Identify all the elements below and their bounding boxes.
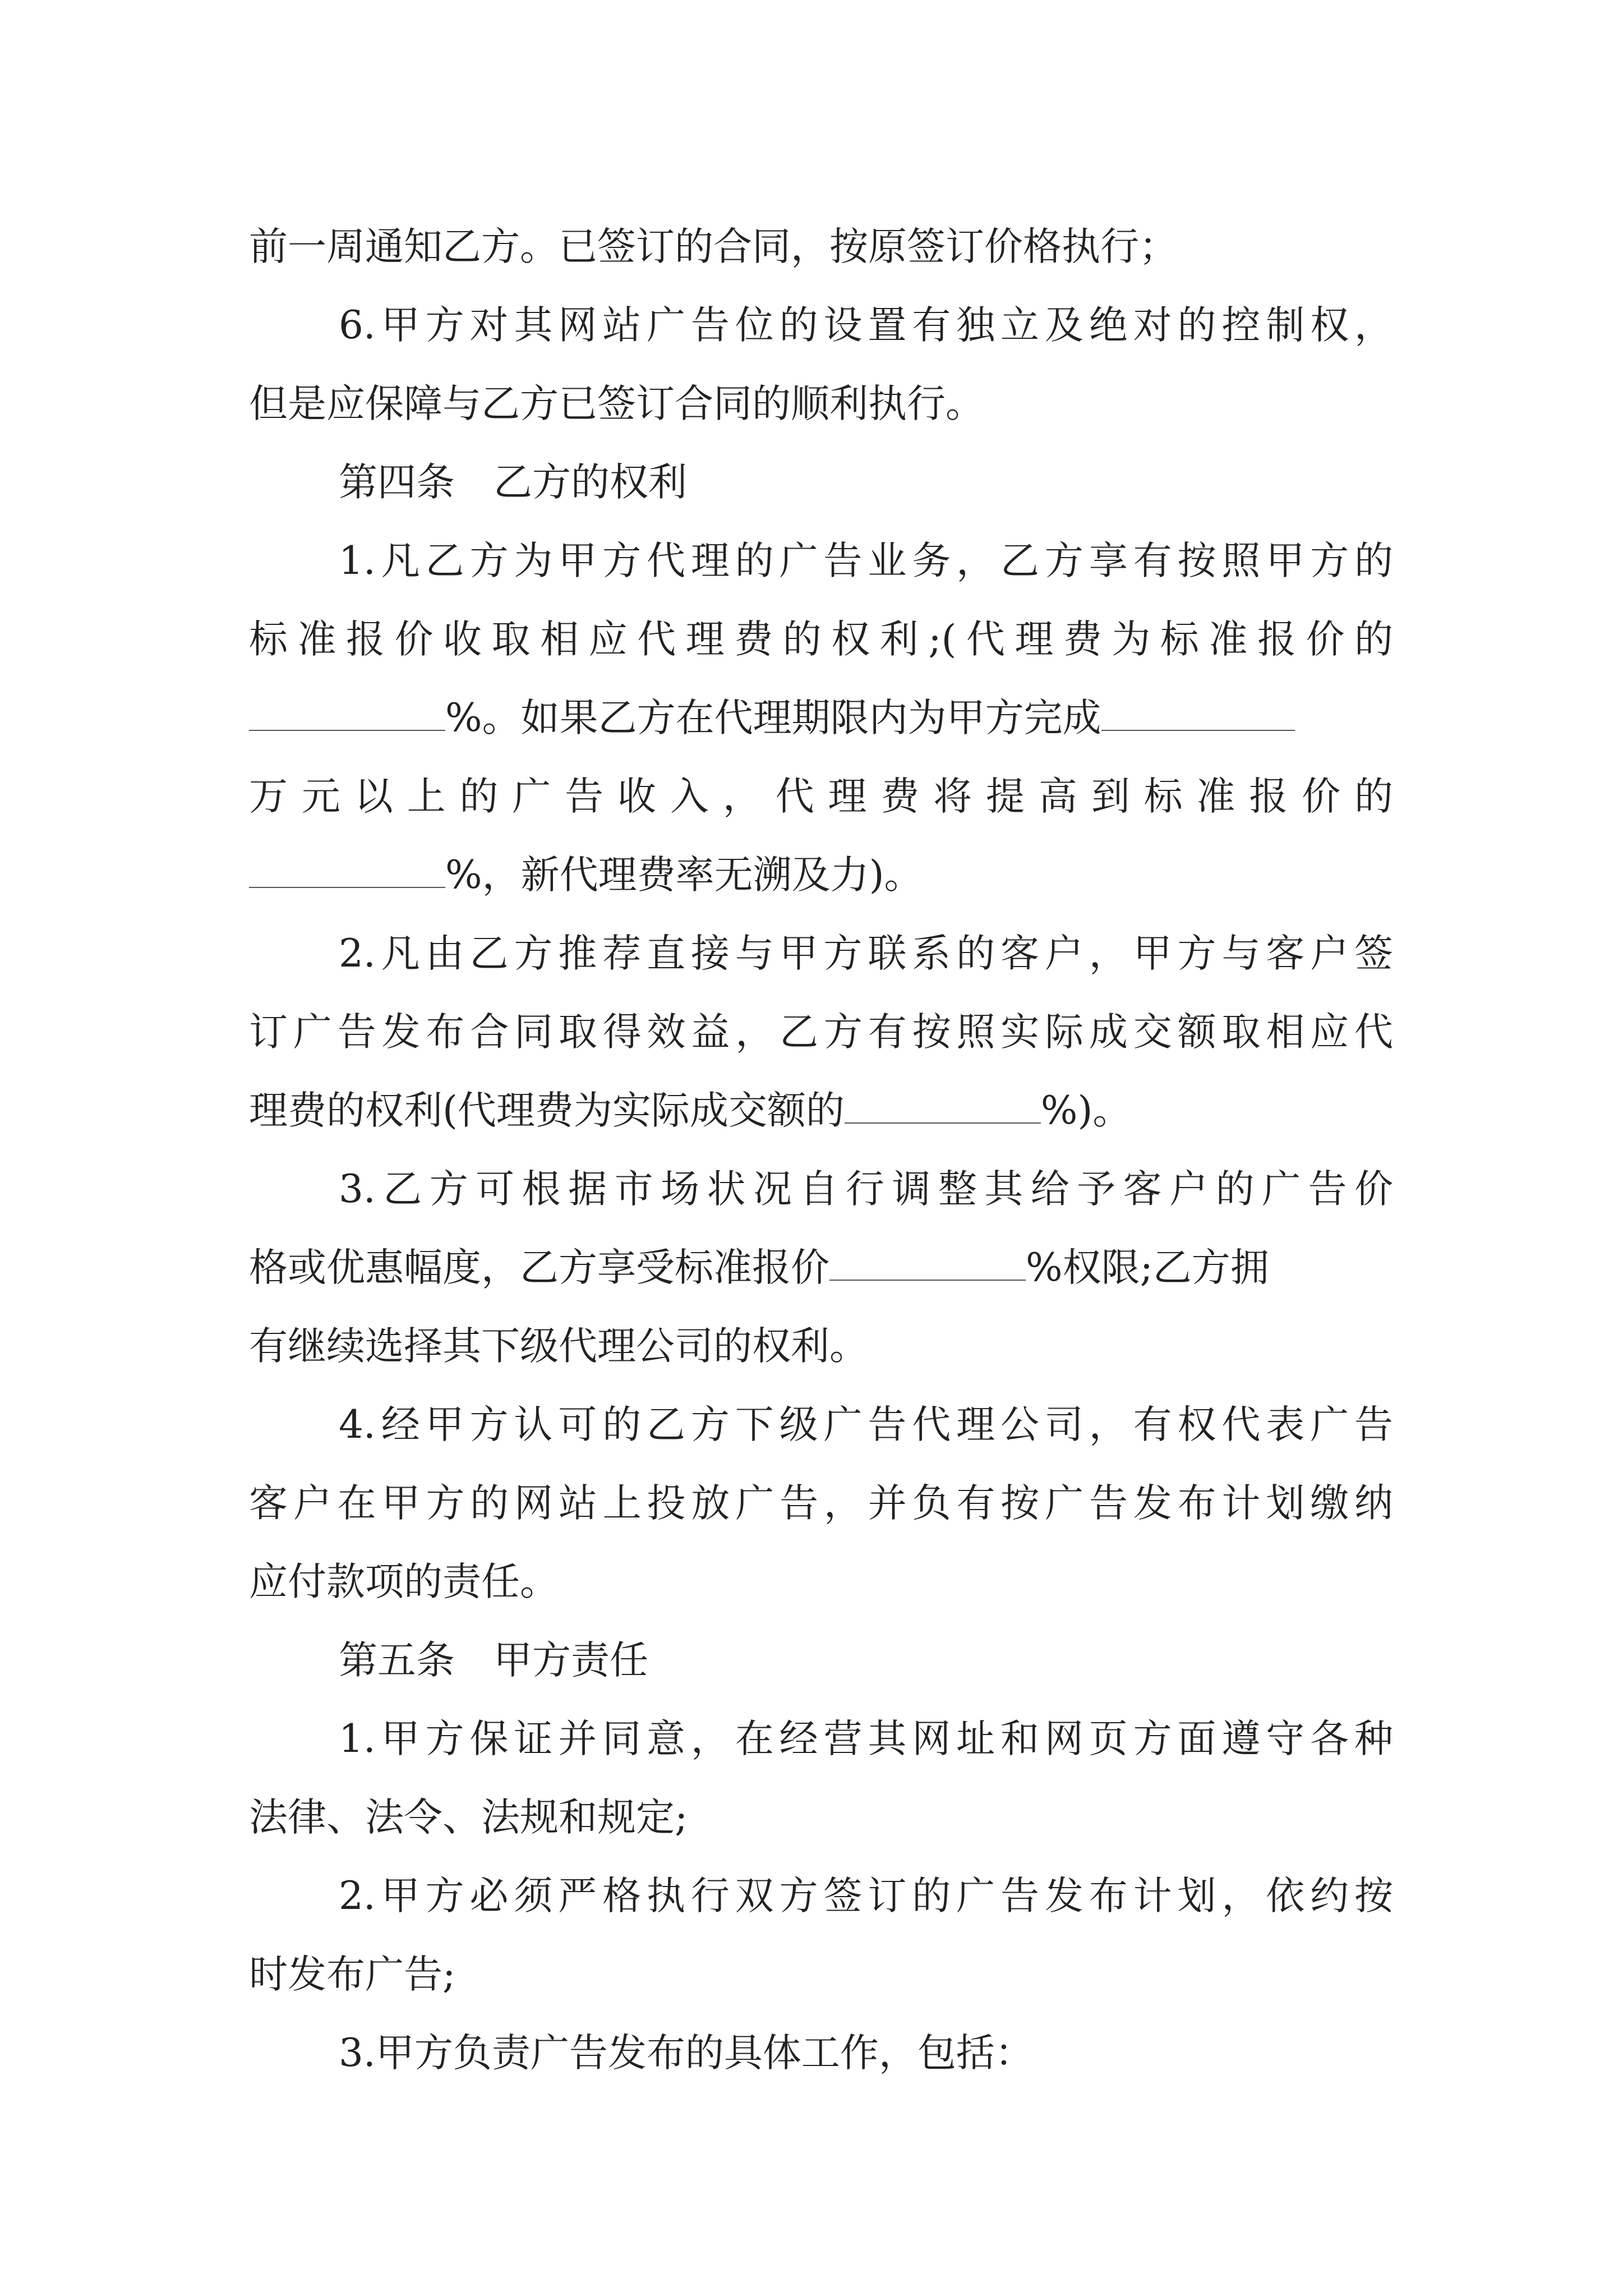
text-segment: %，新代理费率无溯及力)。: [445, 853, 923, 898]
text-line: 时发布广告;: [249, 1952, 456, 1997]
text-line-with-blank: [249, 1071, 1393, 1150]
text-line: 2.凡由乙方推荐直接与甲方联系的客户，甲方与客户签: [339, 931, 1393, 976]
text-line: 3.甲方负责广告发布的具体工作，包括：: [339, 2031, 1034, 2076]
text-line: 前一周通知乙方。已签订的合同，按原签订价格执行；: [249, 224, 1178, 269]
text-line: 有继续选择其下级代理公司的权利。: [249, 1324, 868, 1369]
text-line: 订广告发布合同取得效益，乙方有按照实际成交额取相应代: [249, 1010, 1393, 1055]
text-line: 但是应保障与乙方已签订合同的顺利执行。: [249, 381, 984, 426]
fill-blank: [829, 1245, 1026, 1281]
text-line-with-blank: [249, 836, 1393, 914]
text-line: 1.凡乙方为甲方代理的广告业务，乙方享有按照甲方的: [339, 539, 1393, 583]
text-segment: 格或优惠幅度，乙方享受标准报价: [249, 1245, 829, 1290]
fill-blank: [249, 852, 445, 888]
fill-blank: [1101, 695, 1295, 731]
text-line: 标准报价收取相应代理费的权利;(代理费为标准报价的: [249, 617, 1393, 662]
fill-blank: [249, 695, 445, 731]
text-line: 万元以上的广告收入，代理费将提高到标准报价的: [249, 774, 1393, 819]
fill-blank: [845, 1088, 1041, 1124]
text-line: 客户在甲方的网站上投放广告，并负有按广告发布计划缴纳: [249, 1481, 1393, 1526]
section-heading: 第四条 乙方的权利: [339, 460, 687, 505]
text-segment: %)。: [1040, 1088, 1132, 1133]
text-line: 4.经甲方认可的乙方下级广告代理公司，有权代表广告: [339, 1402, 1393, 1447]
text-segment: %权限;乙方拥: [1026, 1245, 1269, 1290]
text-line-with-blank: [249, 1228, 1393, 1307]
text-line: 3.乙方可根据市场状况自行调整其给予客户的广告价: [339, 1167, 1393, 1212]
text-line: 应付款项的责任。: [249, 1559, 559, 1604]
text-line: 2.甲方必须严格执行双方签订的广告发布计划，依约按: [339, 1874, 1393, 1918]
section-heading: 第五条 甲方责任: [339, 1638, 648, 1683]
text-line-with-blanks: [249, 679, 1393, 757]
text-segment: 理费的权利(代理费为实际成交额的: [249, 1088, 845, 1133]
text-line: 法律、法令、法规和规定;: [249, 1795, 688, 1840]
text-segment: %。如果乙方在代理期限内为甲方完成: [445, 696, 1101, 740]
text-line: 6.甲方对其网站广告位的设置有独立及绝对的控制权，: [339, 303, 1393, 348]
text-line: 1.甲方保证并同意，在经营其网址和网页方面遵守各种: [339, 1717, 1393, 1761]
